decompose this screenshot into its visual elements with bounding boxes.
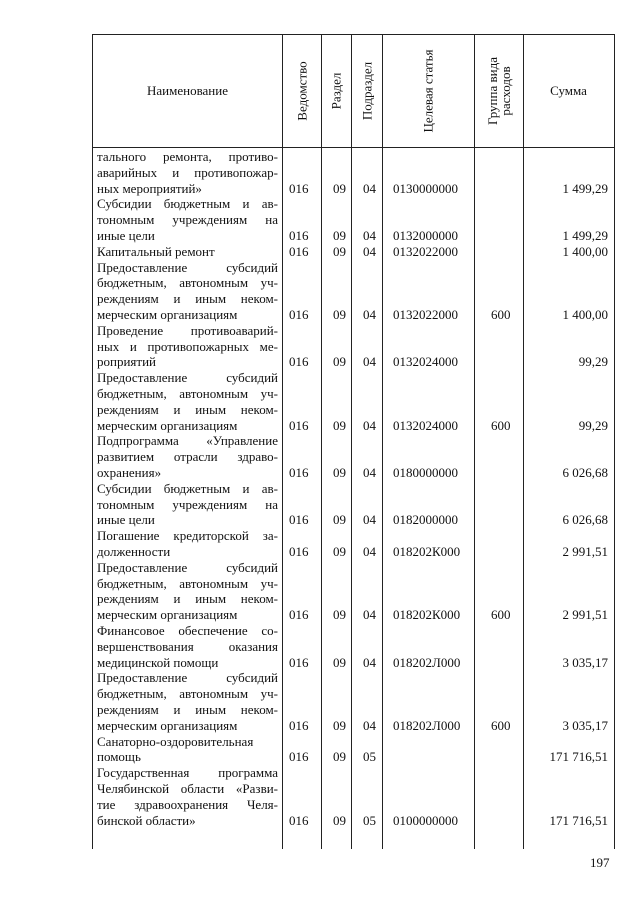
table-row — [93, 244, 614, 260]
table-row — [93, 370, 614, 433]
row-summa: 2 991,51 — [562, 543, 608, 559]
row-celevaya: 0182000000 — [393, 512, 458, 528]
row-podrazdel: 04 — [363, 464, 376, 480]
row-name — [97, 149, 278, 196]
row-summa: 2 991,51 — [562, 607, 608, 623]
table-row — [93, 670, 614, 733]
row-razdel: 09 — [333, 354, 346, 370]
row-celevaya: 0100000000 — [393, 812, 458, 828]
row-podrazdel: 04 — [363, 417, 376, 433]
row-name — [97, 623, 278, 670]
row-name-line: реждениям и иным неком- — [97, 291, 278, 307]
row-name-line: мерческим организациям — [97, 417, 238, 433]
row-celevaya: 0132000000 — [393, 227, 458, 243]
budget-table — [92, 34, 615, 849]
row-podrazdel: 04 — [363, 654, 376, 670]
row-name — [97, 670, 278, 733]
row-name-line: Предоставление субсидий — [97, 370, 278, 386]
row-podrazdel: 05 — [363, 749, 376, 765]
row-name-line: бюджетным, автономным уч- — [97, 385, 278, 401]
row-vedomstvo: 016 — [289, 717, 309, 733]
row-name-line: медицинской помощи — [97, 654, 219, 670]
row-name-line: Погашение кредиторской за- — [97, 528, 278, 544]
header-summa — [523, 35, 614, 147]
row-name-line: Предоставление субсидий — [97, 259, 278, 275]
table-row — [93, 260, 614, 323]
row-name-line: Подпрограмма «Управление — [97, 433, 278, 449]
row-name-line: реждениям и иным неком- — [97, 591, 278, 607]
row-summa: 1 400,00 — [562, 243, 608, 259]
row-podrazdel: 04 — [363, 354, 376, 370]
row-summa: 3 035,17 — [562, 654, 608, 670]
row-name-line: Финансовое обеспечение со- — [97, 623, 278, 638]
row-celevaya: 018202Л000 — [393, 717, 461, 733]
row-razdel: 09 — [333, 512, 346, 528]
row-celevaya: 0132022000 — [393, 243, 458, 259]
row-podrazdel: 04 — [363, 227, 376, 243]
row-celevaya: 0132022000 — [393, 306, 458, 322]
row-summa: 99,29 — [578, 417, 608, 433]
header-name — [93, 35, 282, 147]
table-row — [93, 196, 614, 243]
row-name — [97, 244, 278, 260]
row-name — [97, 196, 278, 243]
row-name-line: Проведение противоаварий- — [97, 322, 278, 338]
row-razdel: 09 — [333, 654, 346, 670]
row-name-line: Предоставление субсидий — [97, 670, 278, 686]
row-podrazdel: 04 — [363, 512, 376, 528]
row-celevaya: 0180000000 — [393, 464, 458, 480]
table-row — [93, 528, 614, 560]
header-razdel — [321, 35, 351, 147]
row-name-line: тономным учреждениям на — [97, 496, 278, 512]
row-podrazdel: 04 — [363, 607, 376, 623]
row-name-line: реждениям и иным неком- — [97, 701, 278, 717]
header-celevaya — [382, 35, 474, 147]
row-name — [97, 765, 278, 828]
row-razdel: 09 — [333, 464, 346, 480]
table-row — [93, 433, 614, 480]
header-name-label: Наименование — [147, 83, 228, 98]
row-vedomstvo: 016 — [289, 543, 309, 559]
header-podrazdel — [351, 35, 382, 147]
table-row — [93, 481, 614, 528]
row-name-line: бюджетным, автономным уч- — [97, 686, 278, 702]
row-name-line: бюджетным, автономным уч- — [97, 275, 278, 291]
row-razdel: 09 — [333, 812, 346, 828]
header-gruppa-line2: расходов — [497, 66, 513, 116]
row-name-line: бюджетным, автономным уч- — [97, 575, 278, 591]
row-name-line: Капитальный ремонт — [97, 243, 215, 259]
row-celevaya: 018202К000 — [393, 543, 461, 559]
row-vedomstvo: 016 — [289, 749, 309, 765]
row-name-line: развитием отрасли здраво- — [97, 449, 278, 465]
row-razdel: 09 — [333, 180, 346, 196]
row-name — [97, 734, 278, 766]
row-razdel: 09 — [333, 243, 346, 259]
header-vedomstvo-label: Ведомство — [294, 61, 309, 121]
row-celevaya: 018202К000 — [393, 607, 461, 623]
row-name-line: Челябинской области «Разви- — [97, 780, 278, 796]
header-razdel-label: Раздел — [328, 72, 344, 110]
row-vedomstvo: 016 — [289, 227, 309, 243]
row-name-line: мерческим организациям — [97, 717, 238, 733]
row-summa: 1 400,00 — [562, 306, 608, 322]
row-name-line: тономным учреждениям на — [97, 212, 278, 228]
row-summa: 3 035,17 — [562, 717, 608, 733]
row-name-line: Субсидии бюджетным и ав- — [97, 480, 278, 496]
row-podrazdel: 04 — [363, 180, 376, 196]
table-row — [93, 623, 614, 670]
row-name — [97, 260, 278, 323]
row-razdel: 09 — [333, 749, 346, 765]
row-celevaya: 0132024000 — [393, 354, 458, 370]
row-celevaya: 018202Л000 — [393, 654, 461, 670]
row-celevaya: 0132024000 — [393, 417, 458, 433]
row-gruppa: 600 — [491, 417, 511, 433]
row-name-line: иные цели — [97, 227, 155, 243]
row-razdel: 09 — [333, 306, 346, 322]
row-name-line: помощь — [97, 749, 141, 765]
header-gruppa-label — [486, 57, 512, 125]
row-name-line: ных и противопожарных ме- — [97, 338, 278, 354]
row-name-line: Санаторно-оздоровительная — [97, 733, 254, 749]
row-name-line: роприятий — [97, 354, 156, 370]
row-celevaya: 0130000000 — [393, 180, 458, 196]
row-name-line: Предоставление субсидий — [97, 559, 278, 575]
row-name-line: вершенствования оказания — [97, 638, 278, 654]
row-podrazdel: 05 — [363, 812, 376, 828]
row-vedomstvo: 016 — [289, 180, 309, 196]
header-podrazdel-label: Подраздел — [359, 61, 374, 121]
row-summa: 6 026,68 — [562, 512, 608, 528]
header-gruppa — [474, 35, 523, 147]
row-name-line: иные цели — [97, 512, 155, 528]
row-podrazdel: 04 — [363, 717, 376, 733]
row-podrazdel: 04 — [363, 243, 376, 259]
row-name-line: бинской области» — [97, 812, 196, 828]
table-row — [93, 149, 614, 196]
row-vedomstvo: 016 — [289, 812, 309, 828]
row-razdel: 09 — [333, 717, 346, 733]
row-name — [97, 370, 278, 433]
header-summa-label: Сумма — [550, 83, 587, 98]
row-name-line: ных мероприятий» — [97, 180, 202, 196]
row-razdel: 09 — [333, 607, 346, 623]
row-summa: 1 499,29 — [562, 180, 608, 196]
row-summa: 6 026,68 — [562, 464, 608, 480]
row-summa: 99,29 — [578, 354, 608, 370]
header-divider — [93, 147, 614, 148]
row-name — [97, 560, 278, 623]
row-vedomstvo: 016 — [289, 243, 309, 259]
row-name-line: Государственная программа — [97, 765, 278, 781]
row-name-line: мерческим организациям — [97, 607, 238, 623]
row-vedomstvo: 016 — [289, 417, 309, 433]
row-vedomstvo: 016 — [289, 607, 309, 623]
table-row — [93, 560, 614, 623]
row-gruppa: 600 — [491, 717, 511, 733]
row-podrazdel: 04 — [363, 543, 376, 559]
table-row — [93, 323, 614, 370]
row-summa: 171 716,51 — [549, 749, 608, 765]
row-name — [97, 481, 278, 528]
row-name-line: мерческим организациям — [97, 306, 238, 322]
table-row — [93, 765, 614, 828]
row-podrazdel: 04 — [363, 306, 376, 322]
row-vedomstvo: 016 — [289, 354, 309, 370]
row-name-line: аварийных и противопожар- — [97, 164, 278, 180]
row-razdel: 09 — [333, 227, 346, 243]
header-gruppa-line1: Группа вида — [484, 57, 500, 125]
row-summa: 1 499,29 — [562, 227, 608, 243]
row-name-line: тального ремонта, противо- — [97, 149, 278, 164]
row-gruppa: 600 — [491, 607, 511, 623]
row-summa: 171 716,51 — [549, 812, 608, 828]
page-number: 197 — [590, 855, 610, 870]
header-vedomstvo — [282, 35, 321, 147]
row-name-line: тие здравоохранения Челя- — [97, 796, 278, 812]
row-razdel: 09 — [333, 417, 346, 433]
row-razdel: 09 — [333, 543, 346, 559]
row-name — [97, 323, 278, 370]
header-celevaya-label: Целевая статья — [420, 49, 436, 133]
row-name — [97, 433, 278, 480]
row-name-line: Субсидии бюджетным и ав- — [97, 196, 278, 212]
row-name-line: долженности — [97, 543, 171, 559]
row-vedomstvo: 016 — [289, 654, 309, 670]
row-gruppa: 600 — [491, 306, 511, 322]
row-vedomstvo: 016 — [289, 306, 309, 322]
row-vedomstvo: 016 — [289, 512, 309, 528]
row-name-line: охранения» — [97, 464, 162, 480]
row-vedomstvo: 016 — [289, 464, 309, 480]
row-name — [97, 528, 278, 560]
table-row — [93, 734, 614, 766]
row-name-line: реждениям и иным неком- — [97, 401, 278, 417]
